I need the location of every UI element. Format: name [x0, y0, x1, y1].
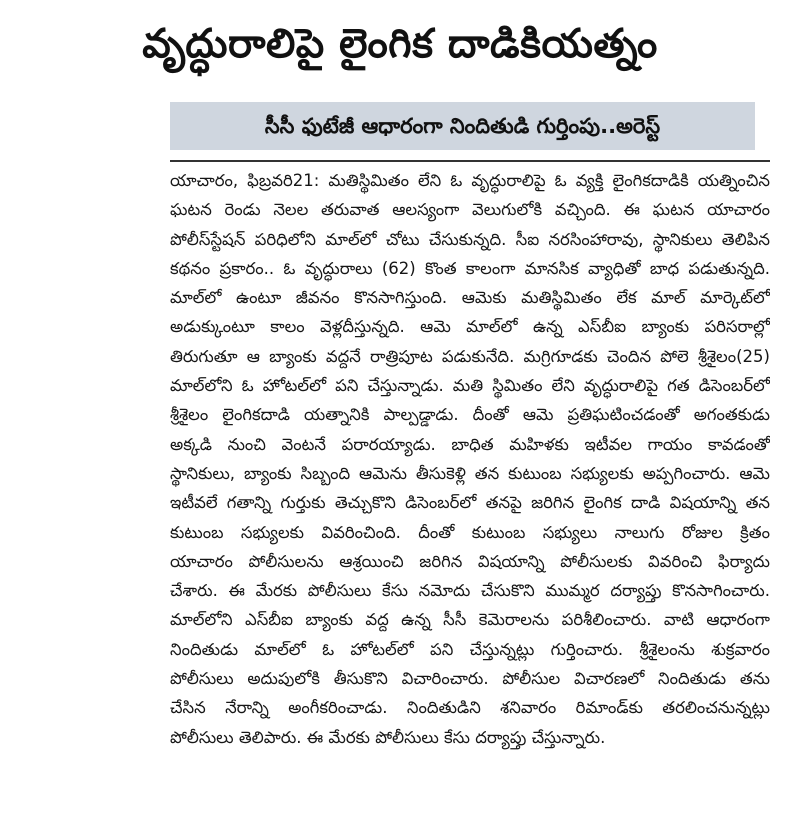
article-line: పోలీసులు తెలిపారు. ఈ మేరకు పోలీసులు కేసు దర్యాప్తు చేస్తున్నారు. [170, 727, 606, 747]
article-line: మాల్‌లో ఉంటూ జీవనం కొనసాగిస్తుంది. ఆమెకు మతిస్థిమితం లేక మాల్ మార్కెట్‌లో [170, 288, 770, 308]
article-body [170, 166, 770, 752]
article-line: శ్రీశైలం లైంగికదాడి యత్నానికి పాల్పడ్డాడు. దీంతో ఆమె ప్రతిఘటించడంతో అగంతకుడు [170, 405, 770, 425]
article-line: యాచారం, ఫిబ్రవరి21: మతిస్థిమితం లేని ఓ వృద్ధురాలిపై ఓ వ్యక్తి లైంగికదాడికి యత్నించిన [170, 171, 770, 190]
article-line: యాచారం పోలీసులను ఆశ్రయించి జరిగిన విషయాన్ని పోలీసులకు వివరించి ఫిర్యాదు [170, 551, 770, 571]
subheadline: సీసీ ఫుటేజీ ఆధారంగా నిందితుడి గుర్తింపు..అరెస్ట్ [264, 114, 661, 138]
article-line: అక్కడి నుంచి వెంటనే పరారయ్యాడు. బాధిత మహిళకు ఇటీవల గాయం కావడంతో [170, 434, 770, 454]
headline: వృద్ధురాలిపై లైంగిక దాడికియత్నం [142, 21, 658, 67]
article-line: ఇటీవలే గతాన్ని గుర్తుకు తెచ్చుకొని డిసెంబర్‌లో తనపై జరిగిన లైంగిక దాడి విషయాన్ని తన [170, 493, 770, 513]
article-line: అడుక్కుంటూ కాలం వెళ్లదీస్తున్నది. ఆమె మాల్‌లో ఉన్న ఎస్‌బీఐ బ్యాంకు పరిసరాల్లో [170, 317, 770, 337]
article-line: స్థానికులు, బ్యాంకు సిబ్బంది ఆమెను తీసుకెళ్లి తన కుటుంబ సభ్యులకు అప్పగించారు. ఆమె [170, 463, 770, 483]
article-line: చేశారు. ఈ మేరకు పోలీసులు కేసు నమోదు చేసుకొని ముమ్మర దర్యాప్తు కొనసాగించారు. [170, 581, 770, 601]
divider-rule [170, 160, 770, 162]
article-line: నిందితుడు మాల్‌లో ఓ హోటల్‌లో పని చేస్తున్నట్లు గుర్తించారు. శ్రీశైలంను శుక్రవారం [170, 639, 770, 659]
article-line: మాల్‌లోని ఎస్‌బీఐ బ్యాంకు వద్ద ఉన్న సీసీ కెమెరాలను పరిశీలించారు. వాటి ఆధారంగా [170, 610, 770, 630]
article-line: పోలీసులు అదుపులోకి తీసుకొని విచారించారు. పోలీసుల విచారణలో నిందితుడు తను [170, 669, 770, 689]
article-line: చేసిన నేరాన్ని అంగీకరించాడు. నిందితుడిని శనివారం రిమాండ్‌కు తరలించనున్నట్లు [170, 698, 770, 718]
article-line: తిరుగుతూ ఆ బ్యాంకు వద్దనే రాత్రిపూట పడుకునేది. మగ్రిగూడకు చెందిన పోలె శ్రీశైలం(25) [170, 346, 770, 366]
article-line: పోలీస్‌స్టేషన్ పరిధిలోని మాల్‌లో చోటు చేసుకున్నది. సీఐ నరసింహారావు, స్థానికులు తెలిపిన [170, 229, 770, 249]
article-line: కుటుంబ సభ్యులకు వివరించింది. దీంతో కుటుంబ సభ్యులు నాలుగు రోజుల క్రితం [170, 522, 770, 542]
article-line: మాల్‌లోని ఓ హోటల్‌లో పని చేస్తున్నాడు. మతి స్థిమితం లేని వృద్ధురాలిపై గత డిసెంబర్‌లో [170, 376, 770, 396]
article-line: ఘటన రెండు నెలల తరువాత ఆలస్యంగా వెలుగులోకి వచ్చింది. ఈ ఘటన యాచారం [170, 200, 770, 220]
article-line: కథనం ప్రకారం.. ఓ వృద్ధురాలు (62) కొంత కాలంగా మానసిక వ్యాధితో బాధ పడుతున్నది. [170, 258, 770, 278]
